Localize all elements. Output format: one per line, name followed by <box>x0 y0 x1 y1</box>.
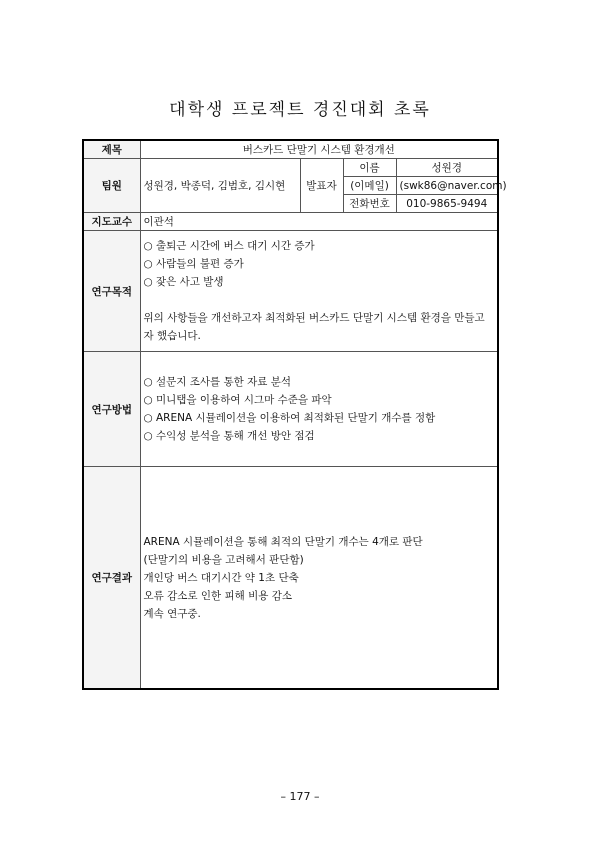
name-value: 성원경 <box>396 159 498 177</box>
purpose-item: ○ 잦은 사고 발생 <box>143 276 224 288</box>
method-item: ○ 수익성 분석을 통해 개선 방안 점검 <box>143 430 315 442</box>
result-line: ARENA 시뮬레이션을 통해 최적의 단말기 개수는 4개로 판단 <box>143 535 423 548</box>
result-line: 계속 연구중. <box>143 607 201 620</box>
presenter-label: 발표자 <box>300 159 343 213</box>
email-label: (이메일) <box>343 177 396 195</box>
subject-row <box>83 140 498 159</box>
result-line: 개인당 버스 대기시간 약 1초 단축 <box>143 571 299 584</box>
purpose-paragraph: 위의 사항들을 개선하고자 최적화된 버스카드 단말기 시스템 환경을 만들고자 했습니다. <box>143 312 485 342</box>
abstract-table <box>82 139 507 690</box>
page-title: 대학생 프로젝트 경진대회 초록 <box>169 100 431 120</box>
result-row <box>83 467 498 690</box>
method-label: 연구방법 <box>83 352 140 467</box>
method-item: ○ 미니탭을 이용하여 시그마 수준을 파악 <box>143 394 332 406</box>
phone-label: 전화번호 <box>343 195 396 213</box>
result-content <box>140 467 498 690</box>
advisor-label: 지도교수 <box>83 213 140 231</box>
method-item: ○ ARENA 시뮬레이션을 이용하여 최적화된 단말기 개수를 정함 <box>143 412 436 424</box>
purpose-content <box>140 231 498 352</box>
advisor-row <box>83 213 498 231</box>
method-row <box>83 352 498 467</box>
team-label: 팀원 <box>83 159 140 213</box>
team-members: 성원경, 박종덕, 김범호, 김시현 <box>140 159 300 213</box>
email-value: (swk86@naver.com) <box>396 177 498 195</box>
method-item: ○ 설문지 조사를 통한 자료 분석 <box>143 376 292 388</box>
subject-value: 버스카드 단말기 시스템 환경개선 <box>140 140 498 159</box>
purpose-label: 연구목적 <box>83 231 140 352</box>
purpose-item: ○ 사람들의 불편 증가 <box>143 258 244 270</box>
name-label: 이름 <box>343 159 396 177</box>
page-number: – 177 – <box>280 790 320 803</box>
purpose-item: ○ 출퇴근 시간에 버스 대기 시간 증가 <box>143 240 315 252</box>
advisor-value: 이관석 <box>140 213 498 231</box>
result-line: 오류 감소로 인한 피해 비용 감소 <box>143 589 293 602</box>
result-label: 연구결과 <box>83 467 140 690</box>
purpose-row <box>83 231 498 352</box>
team-row <box>83 159 498 177</box>
subject-label: 제목 <box>83 140 140 159</box>
phone-value: 010-9865-9494 <box>396 195 498 213</box>
result-line: (단말기의 비용을 고려해서 판단함) <box>143 553 304 566</box>
method-content <box>140 352 498 467</box>
